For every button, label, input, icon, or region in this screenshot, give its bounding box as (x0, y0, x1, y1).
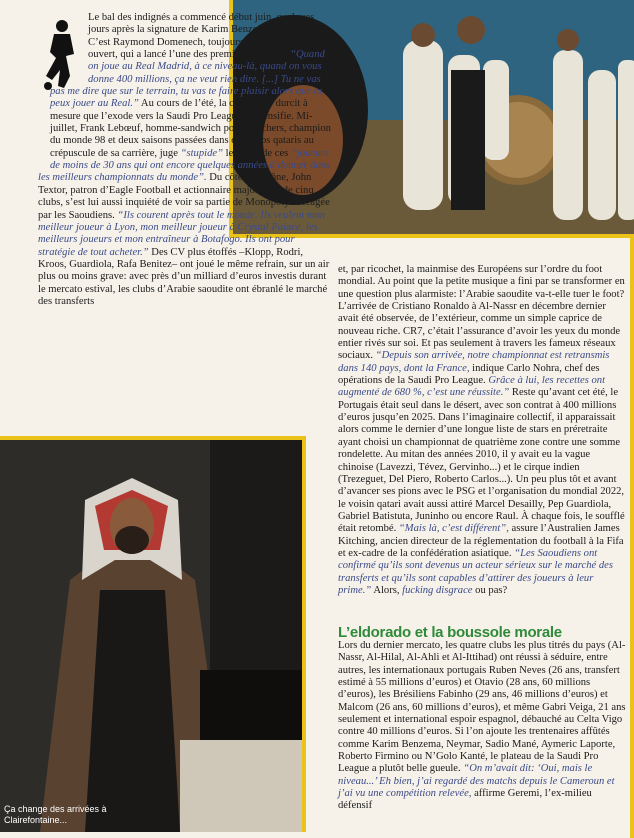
article-column-2 (338, 264, 628, 597)
section-heading: L’eldorado et la boussole morale (338, 624, 562, 641)
photo-saudi-official (0, 436, 306, 832)
photo-caption: Ça change des arrivées à Clairefontaine... (4, 804, 107, 825)
article-column-1 (38, 12, 334, 308)
paragraph-opening: Le bal des indignés a commencé début juin, quelques jours après la signature de Karim Benzema à Al-Ittihad. C’est Raymond Domenech, toujours à l’affût d’un micro ouvert, qui a lancé l’une des premières flèches: “Quand on joue au Real Madrid, à ce niveau-là, quand on vous donne 400 millions, ça ne veut rien dire. [...] Tu ne vas pas me dire que sur le terrain, tu vas te faire plaisir alors que tu peux jouer au Real.” Au cours de l’été, la critique se durcit à mesure que l’exode vers la Saudi Pro League s’intensifie. Mi-juillet, Frank Lebœuf, homme-sandwich pour Skechers, champion du monde 98 et deux saisons passées dans des clubs qataris au crépuscule de sa carrière, juge “stupide” le choix de ces “joueurs de moins de 30 ans qui ont encore quelques années à donner dans les meilleurs championnats du monde”. Du côté du Rhône, John Textor, patron d’Eagle Football et actionnaire majoritaire de cinq clubs, s’est lui aussi inquiété de voir sa partie de Monopoly saccagée par les Saoudiens. “Ils courent après tout le monde. Ils veulent mon meilleur joueur à Lyon, mon meilleur joueur à Crystal Palace, les meilleurs joueurs et mon entraîneur à Botafogo. Ils ont pour stratégie de tout acheter.” Des CV plus étoffés –Klopp, Rodri, Kroos, Guardiola, Rafa Benitez– ont joué le même refrain, sur un air plus ou moins grave: avec près d’un milliard d’euros investis durant le mercato estival, les clubs d’Arabie saoudite ont ébranlé le marché des transferts (38, 12, 331, 307)
paragraph-eldorado: Lors du dernier mercato, les quatre clubs les plus titrés du pays (Al-Nassr, Al-Hilal, Al-Ahli et Al-Ittihad) ont réussi à séduire, entre autres, les internationaux portugais Ruben Neves (26 ans, transfert estimé à 55 millions d’euros) et Otavio (28 ans, 60 millions d’euros), les Brésiliens Fabinho (29 ans, 46 millions d’euros) et Malcom (26 ans, 60 millions d’euros), et même Gabri Veiga, 21 ans seulement et international espoir espagnol, débauché au Celta Vigo contre 40 millions d’euros. Si l’on ajoute les trentenaires affûtés comme Karim Benzema, Neymar, Sadio Mané, Aymeric Laporte, Roberto Firmino ou N’Golo Kanté, le plateau de la Saudi Pro League a plutôt belle gueule. “On m’avait dit: ‘Oui, mais le niveau...’ Eh bien, j’ai regardé des matchs depuis le Cameroun et j’ai vu une compétition relevée, affirme Geremi, l’ex-milieu défensif (338, 640, 626, 812)
paragraph-continuation: et, par ricochet, la mainmise des Européens sur l’ordre du foot mondial. Au point que la petite musique a fini par se transformer en une question plus alarmiste: l’Arabie saoudite va-t-elle tuer le foot? L’arrivée de Cristiano Ronaldo à Al-Nassr en décembre dernier avait été observée, de l’extérieur, comme un simple caprice de nouveau riche. CR7, c’était l’assurance d’avoir les yeux du monde entier rivés sur soi. Et pas seulement à travers les fameux réseaux sociaux. “Depuis son arrivée, notre championnat est retransmis dans 140 pays, dont la France, indique Carlo Nohra, chef des opérations de la Saudi Pro League. Grâce à lui, les recettes ont augmenté de 680 %, c’est une réussite.” Reste qu’avant cet été, le Portugais était seul dans le désert, avec son contrat à 400 millions d’euros jusqu’en 2025. Dans l’imaginaire collectif, il apparaissait alors comme le dernier d’une longue liste de stars en préretraite ayant choisi un championnat de quatrième zone contre une somme rondelette. Au mitan des années 2010, il y avait eu la vague chinoise (Lavezzi, Tévez, Gervinho...) et le cirque indien (Trezeguet, Del Piero, Roberto Carlos...). Un peu plus tôt et avant d’avancer ses pions avec le PSG et l’organisation du mondial 2022, le voisin qatari avait aussi attiré Marcel Desailly, Pep Guardiola, Gabriel Batistuta, Juninho ou encore Raul. À chaque fois, le soufflé était retombé. “Mais là, c’est différent”, assure l’Australien James Kitching, ancien directeur de la réglementation du football à la Fifa et ex-cadre de la confédération asiatique. “Les Saoudiens ont confirmé qu’ils sont devenus un acteur sérieux sur le marché des transferts et qu’ils sont capables d’attirer des joueurs à leur prime.” Alors, fucking disgrace ou pas? (338, 264, 625, 596)
accent-strip (630, 238, 634, 838)
portrait-illustration (0, 440, 302, 832)
article-column-3 (338, 640, 628, 813)
